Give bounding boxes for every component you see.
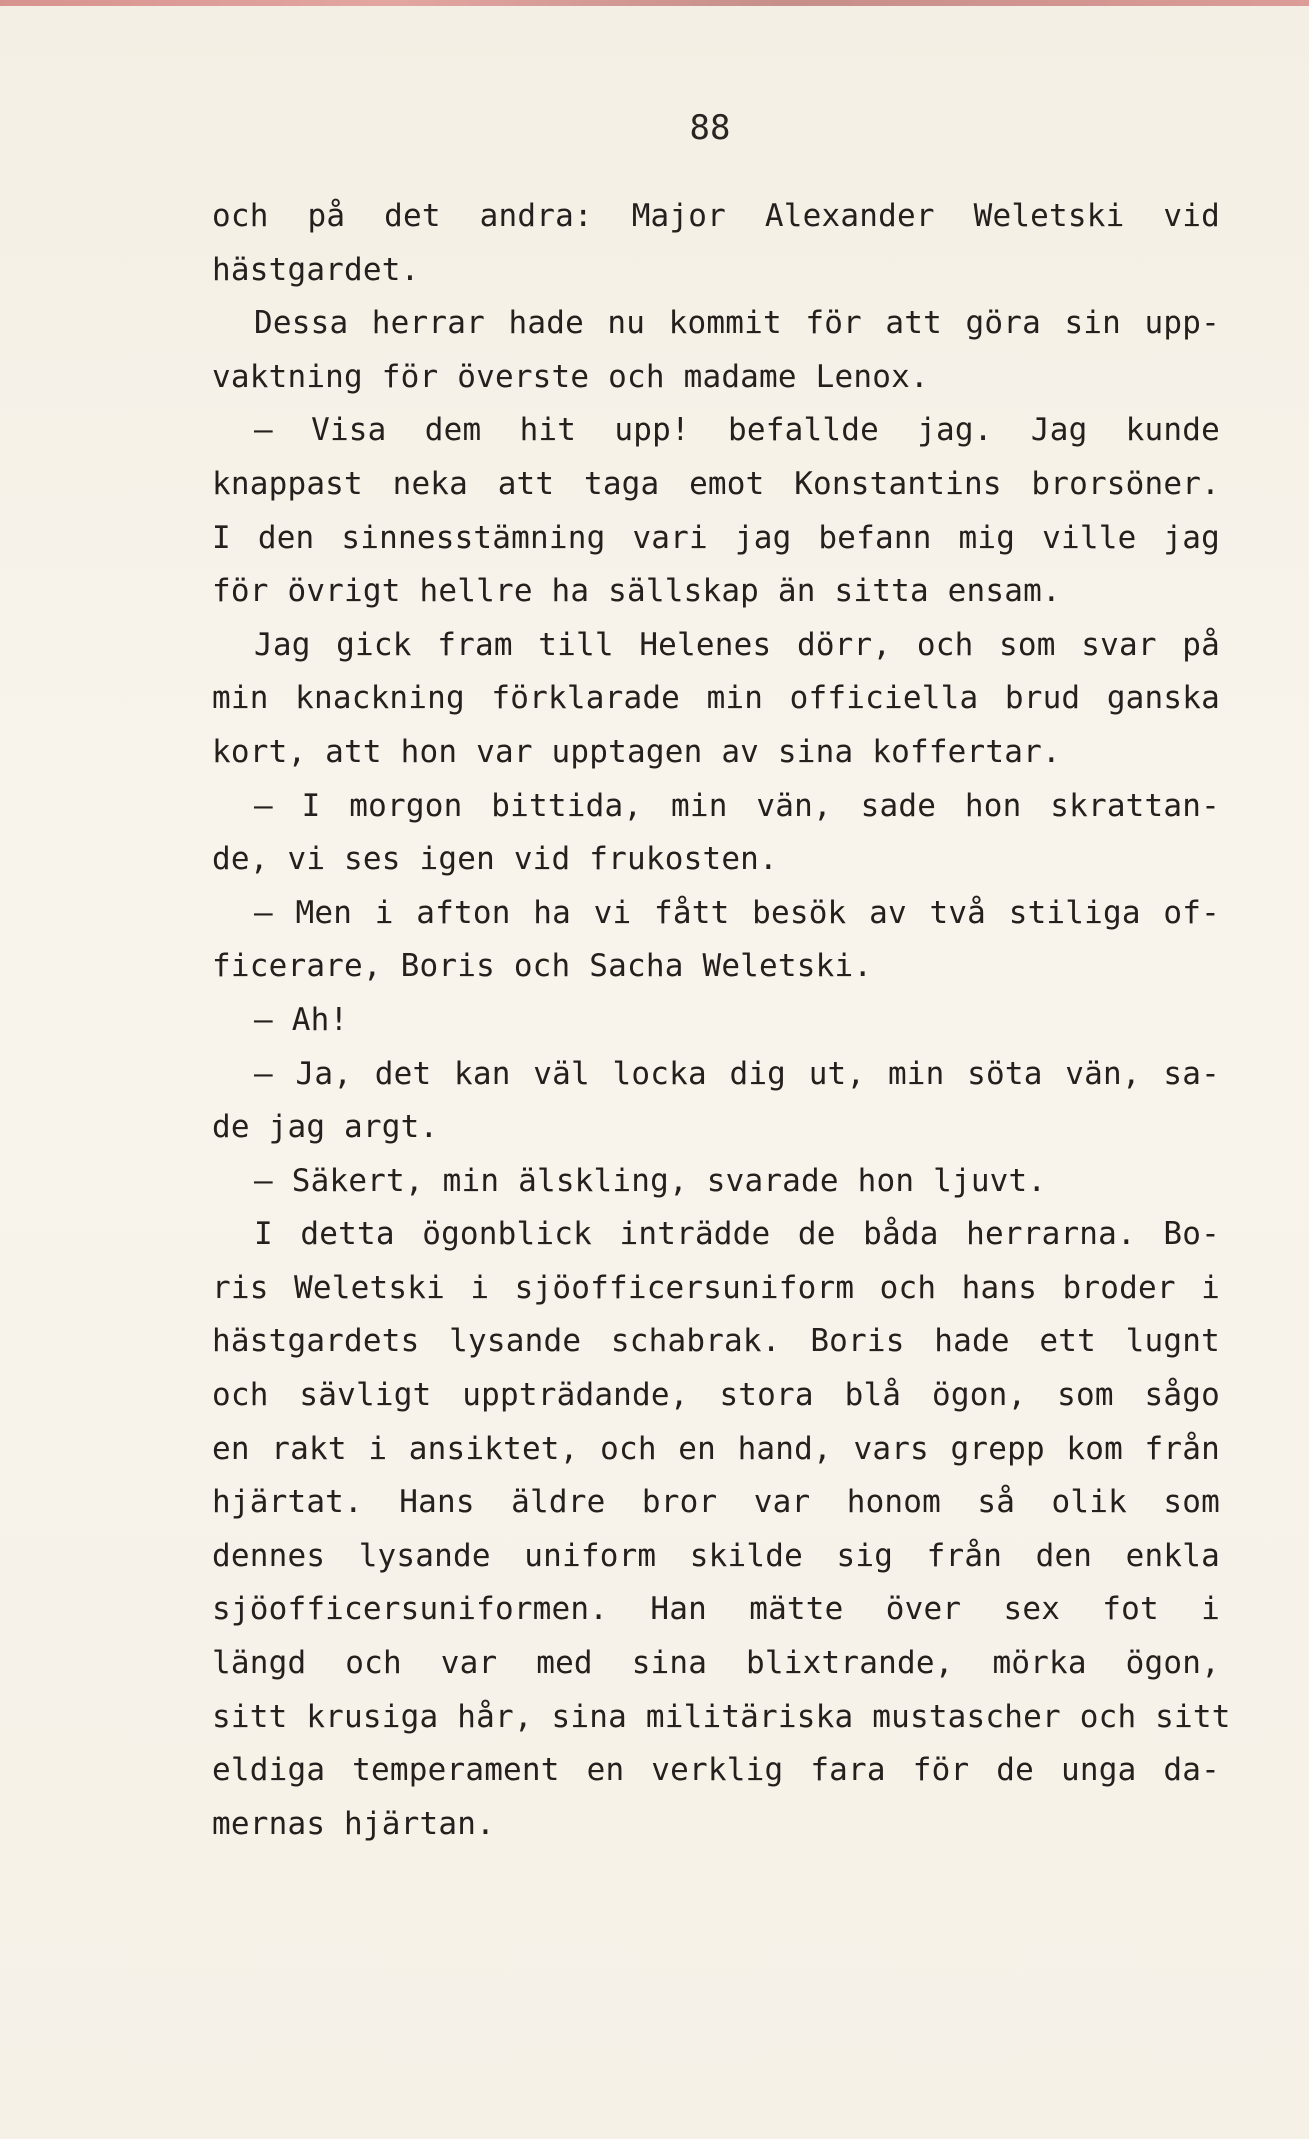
text-line: längd och var med sina blixtrande, mörka ögon,: [212, 1645, 1220, 1682]
text-line: och sävligt uppträdande, stora blå ögon, som sågo: [212, 1377, 1220, 1414]
text-line: för övrigt hellre ha sällskap än sitta ensam.: [212, 573, 1061, 610]
text-line: ficerare, Boris och Sacha Weletski.: [212, 948, 873, 985]
text-line: sitt krusiga hår, sina militäriska mustascher och sitt: [212, 1698, 1231, 1735]
page-top-edge: [0, 0, 1309, 6]
text-line: I detta ögonblick inträdde de båda herrarna. Bo-: [254, 1216, 1220, 1253]
text-line: kort, att hon var upptagen av sina koffertar.: [212, 733, 1061, 770]
text-line: och på det andra: Major Alexander Weletski vid: [212, 198, 1220, 234]
text-line: — Säkert, min älskling, svarade hon ljuvt.: [254, 1162, 1047, 1199]
text-line: hästgardet.: [212, 251, 420, 288]
text-line: min knackning förklarade min officiella brud ganska: [212, 680, 1220, 717]
text-line: eldiga temperament en verklig fara för de unga da-: [212, 1752, 1220, 1789]
body-text: [212, 190, 1231, 1851]
page-number: 88: [689, 108, 731, 148]
text-line: — Men i afton ha vi fått besök av två stiliga of-: [254, 894, 1220, 931]
text-line: vaktning för överste och madame Lenox.: [212, 358, 929, 395]
text-line: hjärtat. Hans äldre bror var honom så olik som: [212, 1484, 1220, 1521]
text-line: ris Weletski i sjöofficersuniform och hans broder i: [212, 1269, 1220, 1306]
text-line: mernas hjärtan.: [212, 1805, 495, 1842]
text-line: de, vi ses igen vid frukosten.: [212, 841, 778, 878]
text-line: hästgardets lysande schabrak. Boris hade ett lugnt: [212, 1323, 1220, 1360]
text-line: Jag gick fram till Helenes dörr, och som svar på: [254, 626, 1220, 663]
text-line: dennes lysande uniform skilde sig från den enkla: [212, 1537, 1220, 1574]
text-line: en rakt i ansiktet, och en hand, vars grepp kom från: [212, 1430, 1220, 1467]
text-line: sjöofficersuniformen. Han mätte över sex fot i: [212, 1591, 1220, 1628]
text-line: — Ja, det kan väl locka dig ut, min söta vän, sa-: [254, 1055, 1220, 1092]
text-line: knappast neka att taga emot Konstantins brorsöner.: [212, 465, 1220, 502]
text-line: — Ah!: [254, 1001, 349, 1038]
text-line: — Visa dem hit upp! befallde jag. Jag kunde: [254, 412, 1220, 449]
text-line: Dessa herrar hade nu kommit för att göra sin upp-: [254, 305, 1220, 342]
text-line: — I morgon bittida, min vän, sade hon skrattan-: [254, 787, 1220, 824]
text-line: I den sinnesstämning vari jag befann mig ville jag: [212, 519, 1220, 556]
text-line: de jag argt.: [212, 1109, 439, 1146]
